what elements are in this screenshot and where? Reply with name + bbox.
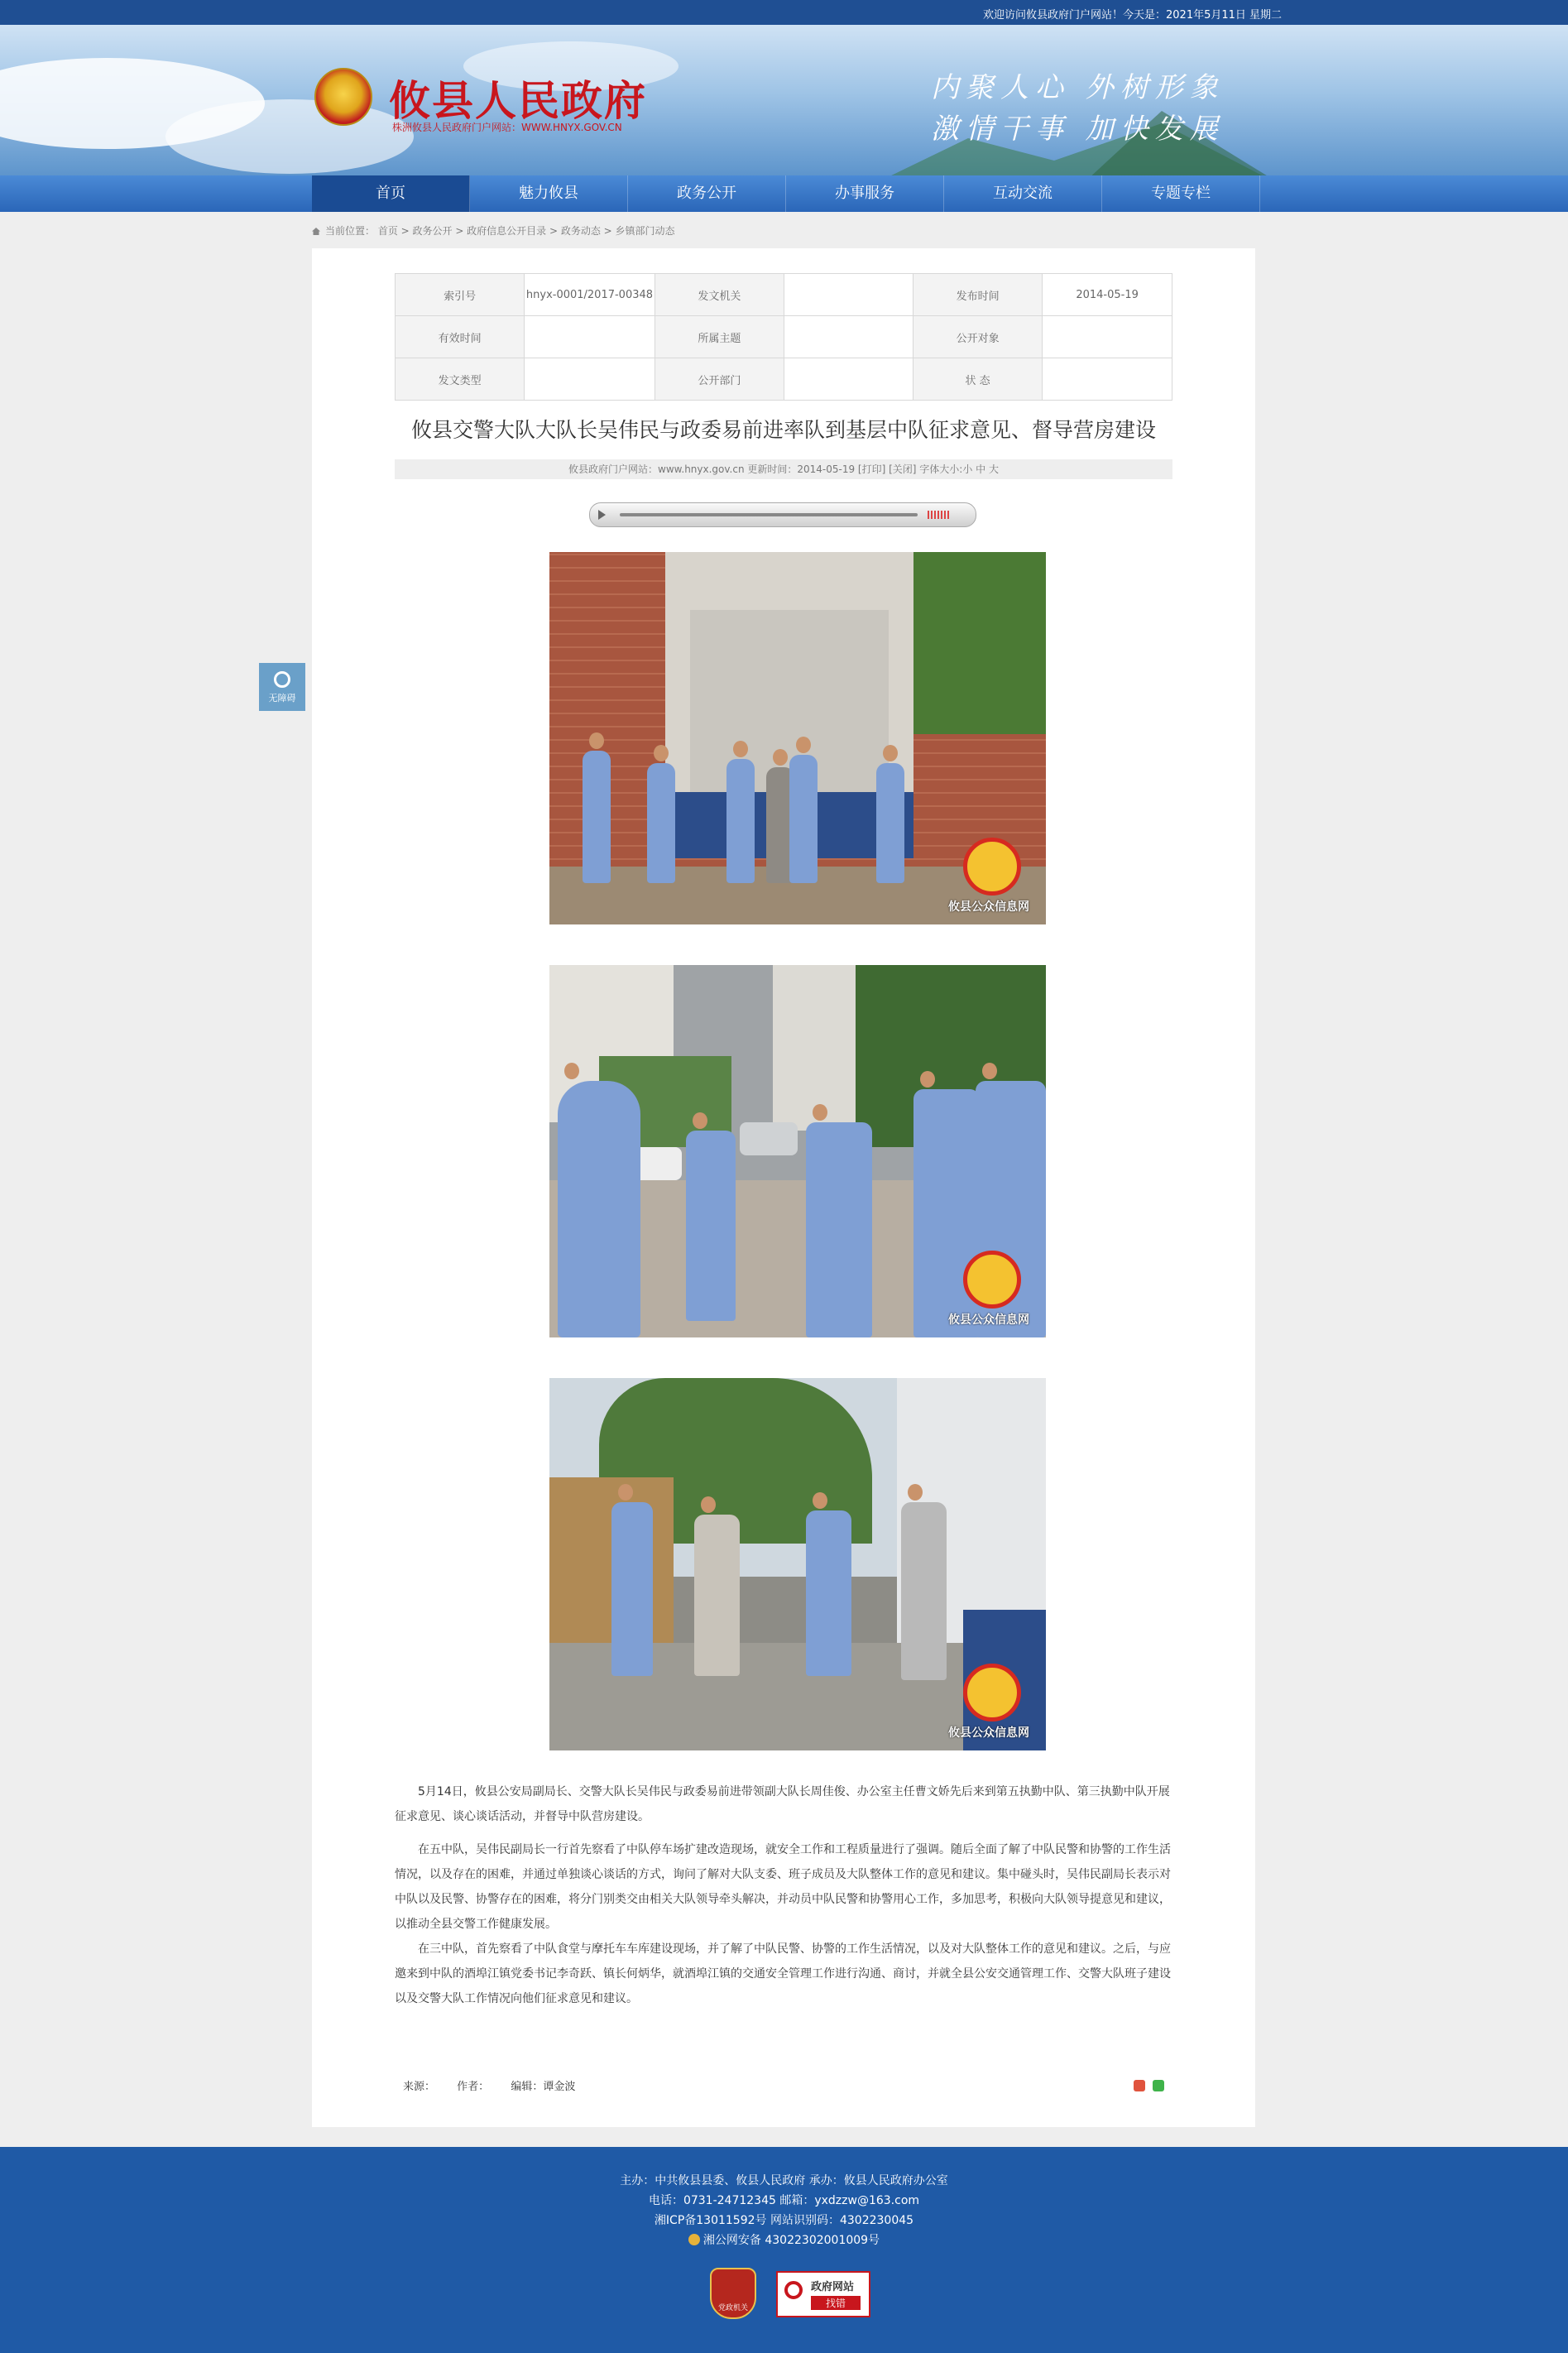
nav-services[interactable]: 办事服务 [786, 175, 944, 212]
nav-gov-affairs[interactable]: 政务公开 [628, 175, 786, 212]
badge-action: 找错 [811, 2296, 861, 2310]
main-nav [0, 175, 1568, 212]
home-icon [312, 228, 320, 235]
meta-label: 公开部门 [655, 358, 784, 401]
audio-progress-track[interactable] [620, 513, 918, 516]
article-paragraph-2: 在五中队，吴伟民副局长一行首先察看了中队停车场扩建改造现场，就安全工作和工程质量进行了强调。随后全面了解了中队民警和协警的工作生活情况，以及存在的困难，并通过单独谈心谈话的方式，询问了解对大队支委、班子成员及大队整体工作的意见和建议。集中碰头时，吴伟民副局长表示对中队以及民警、协警存在的困难，将分门别类交由相关大队领导牵头解决，并动员中队民警和协警用心工作，多加思考，积极向大队领导提意见和建议，以推动全县交警工作健康发展。 [395, 1843, 1171, 1931]
site-footer [0, 2147, 1568, 2353]
meta-label: 公开对象 [913, 316, 1042, 358]
watermark-logo-icon [963, 838, 1021, 896]
footer-contact: 电话：0731-24712345 邮箱：yxdzzw@163.com [648, 2194, 920, 2207]
header-banner [0, 25, 1568, 175]
watermark-logo-icon [963, 1664, 1021, 1722]
watermark-text: 攸县公众信息网 [948, 900, 1029, 914]
watermark-text: 攸县公众信息网 [948, 1726, 1029, 1740]
meta-label: 状 态 [913, 358, 1042, 401]
magnifier-icon [784, 2281, 803, 2299]
site-subtitle: 株洲攸县人民政府门户网站：WWW.HNYX.GOV.CN [392, 122, 622, 133]
play-icon[interactable] [598, 510, 606, 520]
meta-label: 所属主题 [655, 316, 784, 358]
nav-interaction[interactable]: 互动交流 [944, 175, 1102, 212]
badge-title: 政府网站 [811, 2281, 855, 2293]
breadcrumb-text[interactable]: 当前位置： 首页 > 政务公开 > 政府信息公开目录 > 政务动态 > 乡镇部门动态 [325, 225, 675, 237]
meta-audience [1043, 316, 1172, 358]
national-emblem-icon [314, 68, 372, 126]
article-title: 攸县交警大队大队长吴伟民与政委易前进率队到基层中队征求意见、督导营房建设 [410, 418, 1156, 442]
accessibility-label: 无障碍 [268, 693, 296, 703]
article-container [312, 248, 1255, 2127]
badge-label: 党政机关 [717, 2304, 748, 2312]
meta-label: 发布时间 [913, 274, 1042, 316]
breadcrumb [312, 223, 675, 238]
article-photo-3 [549, 1378, 1046, 1750]
meta-label: 发文机关 [655, 274, 784, 316]
meta-status [1043, 358, 1172, 401]
article-paragraph-1: 5月14日，攸县公安局副局长、交警大队长吴伟民与政委易前进带领副大队长周佳俊、办公室主任曹文娇先后来到第五执勤中队、第三执勤中队开展征求意见、谈心谈话活动，并督导中队营房建设。 [395, 1785, 1170, 1823]
source-label: 来源： [403, 2081, 436, 2093]
share-wechat-icon[interactable] [1153, 2080, 1164, 2091]
footer-icp[interactable]: 湘ICP备13011592号 网站识别码：4302230045 [654, 2214, 914, 2227]
metadata-table [395, 273, 1172, 401]
wheelchair-icon [274, 671, 290, 688]
article-info-bar[interactable]: 攸县政府门户网站：www.hnyx.gov.cn 更新时间：2014-05-19 [打印] [关闭] 字体大小:小 中 大 [395, 459, 1172, 479]
slogan-line-2: 激情干事 加快发展 [931, 113, 1225, 146]
meta-label: 发文类型 [396, 358, 525, 401]
police-badge-icon [688, 2234, 700, 2245]
share-weibo-icon[interactable] [1134, 2080, 1145, 2091]
accessibility-button[interactable] [259, 663, 305, 711]
article-paragraph-3: 在三中队，首先察看了中队食堂与摩托车车库建设现场，并了解了中队民警、协警的工作生活情况，以及对大队整体工作的意见和建议。之后，与应邀来到中队的酒埠江镇党委书记李奇跃、镇长何炳华，就酒埠江镇的交通安全管理工作进行沟通、商讨，并就全县公安交通管理工作、交警大队班子建设以及交警大队工作情况向他们征求意见和建议。 [395, 1942, 1171, 2005]
footer-police-record[interactable] [0, 2231, 1568, 2248]
site-title: 攸县人民政府 [389, 76, 647, 125]
nav-topics[interactable]: 专题专栏 [1102, 175, 1260, 212]
footer-sponsor: 主办：中共攸县县委、攸县人民政府 承办：攸县人民政府办公室 [620, 2174, 948, 2187]
footer-police-text[interactable]: 湘公网安备 43022302001009号 [702, 2234, 880, 2247]
gov-site-error-badge[interactable] [776, 2271, 870, 2317]
meta-topic [784, 316, 913, 358]
meta-dept [784, 358, 913, 401]
welcome-text: 欢迎访问攸县政府门户网站！今天是：2021年5月11日 星期二 [983, 9, 1283, 22]
meta-publish-date: 2014-05-19 [1043, 274, 1172, 316]
meta-valid [525, 316, 655, 358]
author-label: 作者： [457, 2081, 490, 2093]
watermark-logo-icon [963, 1251, 1021, 1309]
volume-icon[interactable] [928, 511, 949, 519]
meta-label: 索引号 [396, 274, 525, 316]
article-credits [403, 2077, 593, 2093]
meta-doc-type [525, 358, 655, 401]
top-bar [0, 0, 1568, 25]
party-gov-badge[interactable] [710, 2268, 756, 2319]
editor-label: 编辑：谭金波 [511, 2081, 576, 2093]
meta-label: 有效时间 [396, 316, 525, 358]
audio-player[interactable] [589, 502, 976, 527]
article-photo-2 [549, 965, 1046, 1337]
nav-charm-youxian[interactable]: 魅力攸县 [470, 175, 628, 212]
slogan-line-1: 内聚人心 外树形象 [931, 71, 1225, 104]
watermark-text: 攸县公众信息网 [948, 1313, 1029, 1327]
meta-issuer [784, 274, 913, 316]
article-photo-1 [549, 552, 1046, 924]
article-body [395, 1779, 1172, 2011]
nav-home[interactable]: 首页 [312, 175, 470, 212]
meta-index-no: hnyx-0001/2017-00348 [525, 274, 655, 316]
